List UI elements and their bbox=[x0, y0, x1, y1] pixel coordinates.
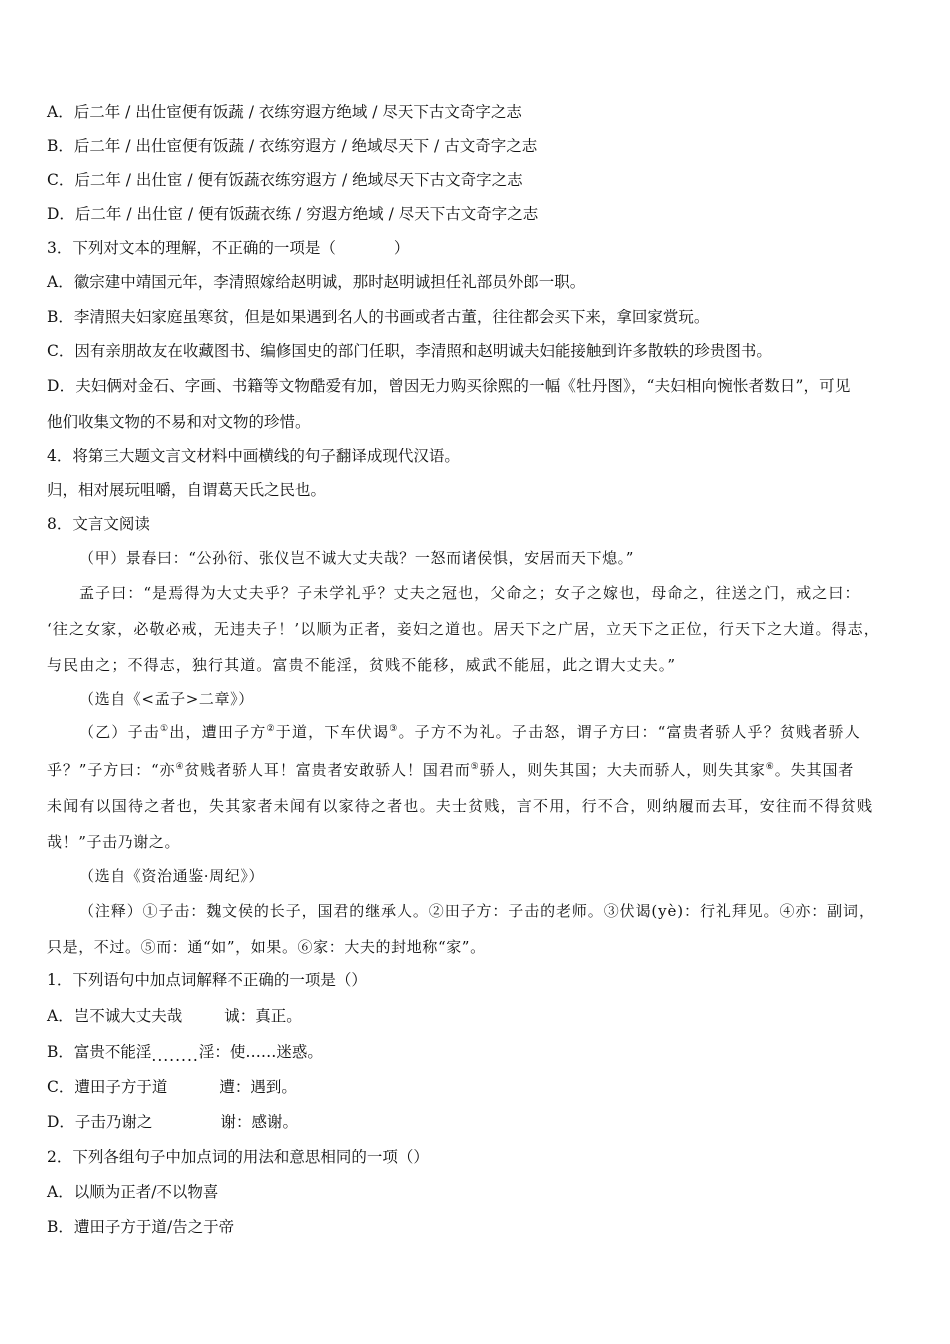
q2-option-d: D．后二年 / 出仕宦 / 便有饭蔬衣练 / 穷遐方绝域 / 尽天下古文奇字之志 bbox=[47, 205, 539, 223]
jia-line-4: 与民由之；不得志，独行其道。富贵不能淫，贫贱不能移，威武不能屈，此之谓大丈夫。” bbox=[47, 656, 677, 674]
q1-option-d-gloss: 谢：感谢。 bbox=[220, 1113, 298, 1131]
jia-line-1: （甲）景春曰：“公孙衍、张仪岂不诚大丈夫哉？一怒而诸侯惧，安居而天下熄。” bbox=[79, 549, 635, 567]
note-marker-1: ① bbox=[160, 724, 170, 734]
q1-option-d-label: D．子击乃谢之 bbox=[47, 1113, 153, 1131]
section8-title: 8．文言文阅读 bbox=[47, 515, 150, 533]
yi-text: 。失其国者 bbox=[774, 761, 855, 779]
q2b-option-b: B．遭田子方于道/告之于帝 bbox=[47, 1218, 235, 1236]
note-marker-2: ② bbox=[266, 724, 276, 734]
q3-stem-end: ） bbox=[393, 239, 410, 257]
q4-sentence: 归，相对展玩咀嚼，自谓葛天氏之民也。 bbox=[47, 481, 327, 499]
q1-option-c-label: C．遭田子方于道 bbox=[47, 1078, 168, 1096]
q1-option-c bbox=[47, 1077, 910, 1097]
q2b-option-a: A．以顺为正者/不以物喜 bbox=[47, 1183, 219, 1201]
note-marker-6: ⑥ bbox=[765, 762, 775, 772]
yi-source: （选自《资治通鉴·周纪》） bbox=[79, 867, 265, 885]
q2-option-c: C．后二年 / 出仕宦 / 便有饭蔬衣练穷遐方 / 绝域尽天下古文奇字之志 bbox=[47, 171, 523, 189]
yi-text: 出，遭田子方 bbox=[169, 723, 267, 741]
emphasis-dots: ........ bbox=[151, 1047, 199, 1065]
q4-stem: 4．将第三大题文言文材料中画横线的句子翻译成现代汉语。 bbox=[47, 447, 460, 465]
q1-option-d bbox=[47, 1112, 910, 1132]
q1-option-b-gloss: 淫：使……迷惑。 bbox=[198, 1043, 323, 1061]
q1-option-a-label: A．岂不诚大丈夫哉 bbox=[47, 1007, 183, 1025]
q2b-stem: 2．下列各组句子中加点词的用法和意思相同的一项（） bbox=[47, 1148, 429, 1166]
q2-option-b: B．后二年 / 出仕宦便有饭蔬 / 衣练穷遐方 / 绝域尽天下 / 古文奇字之志 bbox=[47, 137, 538, 155]
q3-option-b: B．李清照夫妇家庭虽寒贫，但是如果遇到名人的书画或者古董，往往都会买下来，拿回家赏玩。 bbox=[47, 308, 710, 326]
q1-option-a-gloss: 诚：真正。 bbox=[224, 1007, 302, 1025]
q1-option-b bbox=[47, 1042, 910, 1065]
notes-line-2: 只是，不过。⑤而：通“如”，如果。⑥家：大夫的封地称“家”。 bbox=[47, 938, 486, 956]
q1-option-a bbox=[47, 1006, 910, 1026]
q3-stem-text: 3．下列对文本的理解，不正确的一项是（ bbox=[47, 239, 336, 257]
yi-text: （乙）子击 bbox=[79, 723, 161, 741]
note-marker-5: ⑤ bbox=[470, 762, 480, 772]
jia-line-2: 孟子曰：“是焉得为大丈夫乎？子未学礼乎？丈夫之冠也，父命之；女子之嫁也，母命之，往送之门，戒之曰： bbox=[79, 584, 861, 602]
yi-text: 骄人，则失其国；大夫而骄人，则失其家 bbox=[479, 761, 766, 779]
q3-stem bbox=[47, 238, 910, 258]
q3-option-c: C．因有亲朋故友在收藏图书、编修国史的部门任职，李清照和赵明诚夫妇能接触到许多散轶的珍贵图书。 bbox=[47, 342, 772, 360]
q2-option-a: A．后二年 / 出仕宦便有饭蔬 / 衣练穷遐方绝域 / 尽天下古文奇字之志 bbox=[47, 103, 522, 121]
q3-option-a: A．徽宗建中靖国元年，李清照嫁给赵明诚，那时赵明诚担任礼部员外郎一职。 bbox=[47, 273, 586, 291]
notes-line-1: （注释）①子击：魏文侯的长子，国君的继承人。②田子方：子击的老师。③伏谒(yè)：行礼拜见。④亦：副词， bbox=[79, 902, 875, 920]
yi-text: 乎？”子方曰：“亦 bbox=[47, 761, 176, 779]
q1-stem: 1．下列语句中加点词解释不正确的一项是（） bbox=[47, 971, 367, 989]
yi-text: 贫贱者骄人耳！富贵者安敢骄人！国君而 bbox=[184, 761, 471, 779]
q1-option-c-gloss: 遭：遇到。 bbox=[219, 1078, 297, 1096]
yi-line-2 bbox=[47, 760, 910, 780]
jia-line-3: ‘往之女家，必敬必戒，无违夫子！’以顺为正者，妾妇之道也。居天下之广居，立天下之正位，行天下之大道。得志， bbox=[47, 620, 880, 638]
yi-text: 于道，下车伏谒 bbox=[275, 723, 390, 741]
note-marker-4: ④ bbox=[175, 762, 185, 772]
q3-option-d-cont: 他们收集文物的不易和对文物的珍惜。 bbox=[47, 413, 311, 431]
q3-option-d: D．夫妇俩对金石、字画、书籍等文物酷爱有加，曾因无力购买徐熙的一幅《牡丹图》，“夫妇相向惋怅者数日”，可见 bbox=[47, 377, 851, 395]
jia-source: （选自《<孟子>二章》） bbox=[79, 690, 254, 708]
note-marker-3: ③ bbox=[389, 724, 399, 734]
yi-line-1 bbox=[79, 722, 910, 742]
yi-line-4: 哉！”子击乃谢之。 bbox=[47, 833, 181, 851]
yi-text: 。子方不为礼。子击怒，谓子方曰：“富贵者骄人乎？贫贱者骄人 bbox=[398, 723, 861, 741]
q1-option-b-label: B．富贵不能淫 bbox=[47, 1043, 152, 1061]
yi-line-3: 未闻有以国待之者也，失其家者未闻有以家待之者也。夫士贫贱，言不用，行不合，则纳履而去耳，安往而不得贫贱 bbox=[47, 797, 874, 815]
